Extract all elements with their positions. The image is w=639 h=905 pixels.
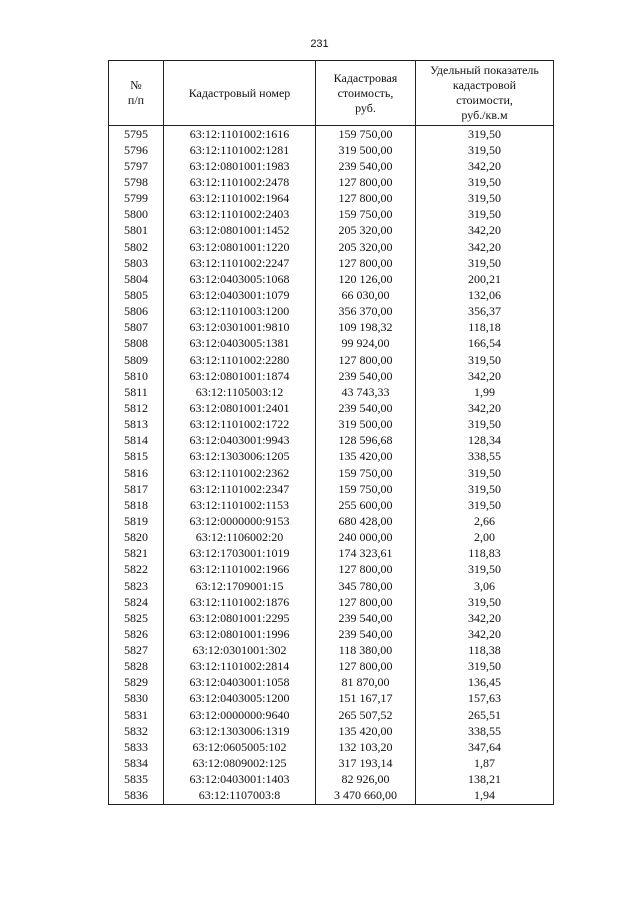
table-row (109, 594, 554, 610)
cell-cadastral-value: 239 540,00 (316, 610, 416, 626)
table-row (109, 433, 554, 449)
cell-cadastral-value: 109 198,32 (316, 320, 416, 336)
cell-row-number: 5810 (109, 368, 164, 384)
cell-row-number: 5828 (109, 659, 164, 675)
cell-row-number: 5800 (109, 207, 164, 223)
cell-cadastral-value: 127 800,00 (316, 352, 416, 368)
cell-cadastral-number: 63:12:0301001:302 (164, 643, 316, 659)
cell-specific-value: 265,51 (416, 707, 554, 723)
cell-cadastral-number: 63:12:0403001:1403 (164, 772, 316, 788)
table-row (109, 320, 554, 336)
cell-specific-value: 1,94 (416, 788, 554, 805)
table-row (109, 513, 554, 529)
cell-specific-value: 342,20 (416, 626, 554, 642)
cell-cadastral-value: 127 800,00 (316, 594, 416, 610)
cell-row-number: 5816 (109, 465, 164, 481)
cell-cadastral-value: 135 420,00 (316, 723, 416, 739)
cell-specific-value: 3,06 (416, 578, 554, 594)
cell-cadastral-value: 205 320,00 (316, 239, 416, 255)
cell-specific-value: 136,45 (416, 675, 554, 691)
cell-row-number: 5833 (109, 739, 164, 755)
table-row (109, 659, 554, 675)
cell-cadastral-number: 63:12:0801001:2401 (164, 400, 316, 416)
header-cadastral-number: Кадастровый номер (164, 61, 316, 126)
cell-cadastral-number: 63:12:1101002:2814 (164, 659, 316, 675)
table-row (109, 788, 554, 805)
cell-row-number: 5806 (109, 304, 164, 320)
cell-specific-value: 319,50 (416, 255, 554, 271)
cell-cadastral-value: 127 800,00 (316, 659, 416, 675)
table-header (109, 61, 554, 126)
cell-cadastral-number: 63:12:1101002:1281 (164, 142, 316, 158)
cell-cadastral-value: 132 103,20 (316, 739, 416, 755)
cell-cadastral-value: 159 750,00 (316, 465, 416, 481)
cell-cadastral-number: 63:12:1105003:12 (164, 384, 316, 400)
table-row (109, 368, 554, 384)
cell-row-number: 5825 (109, 610, 164, 626)
cell-cadastral-number: 63:12:0801001:1983 (164, 158, 316, 174)
cell-row-number: 5811 (109, 384, 164, 400)
cell-specific-value: 342,20 (416, 368, 554, 384)
cell-row-number: 5835 (109, 772, 164, 788)
header-row (109, 61, 554, 126)
cell-specific-value: 118,38 (416, 643, 554, 659)
cell-cadastral-value: 120 126,00 (316, 271, 416, 287)
cell-specific-value: 356,37 (416, 304, 554, 320)
table-row (109, 400, 554, 416)
cell-cadastral-number: 63:12:0403005:1381 (164, 336, 316, 352)
cell-cadastral-number: 63:12:1107003:8 (164, 788, 316, 805)
table-row (109, 546, 554, 562)
cell-cadastral-number: 63:12:0403001:1058 (164, 675, 316, 691)
cell-cadastral-value: 99 924,00 (316, 336, 416, 352)
table-row (109, 352, 554, 368)
table-row (109, 610, 554, 626)
cell-cadastral-value: 319 500,00 (316, 142, 416, 158)
cell-specific-value: 319,50 (416, 594, 554, 610)
cell-cadastral-value: 205 320,00 (316, 223, 416, 239)
cell-row-number: 5797 (109, 158, 164, 174)
cell-specific-value: 319,50 (416, 465, 554, 481)
cell-row-number: 5795 (109, 126, 164, 143)
cell-specific-value: 342,20 (416, 158, 554, 174)
cell-cadastral-number: 63:12:0403005:1200 (164, 691, 316, 707)
header-row-number: № п/п (109, 61, 164, 126)
table-row (109, 126, 554, 143)
cell-specific-value: 132,06 (416, 287, 554, 303)
cell-cadastral-value: 239 540,00 (316, 400, 416, 416)
cell-cadastral-number: 63:12:1101002:2478 (164, 174, 316, 190)
cell-row-number: 5834 (109, 755, 164, 771)
cell-specific-value: 338,55 (416, 449, 554, 465)
cell-specific-value: 138,21 (416, 772, 554, 788)
cell-cadastral-number: 63:12:0801001:1452 (164, 223, 316, 239)
cell-cadastral-value: 345 780,00 (316, 578, 416, 594)
cell-row-number: 5817 (109, 481, 164, 497)
cell-cadastral-value: 127 800,00 (316, 191, 416, 207)
table-row (109, 304, 554, 320)
cell-row-number: 5824 (109, 594, 164, 610)
cell-cadastral-value: 82 926,00 (316, 772, 416, 788)
cell-cadastral-value: 240 000,00 (316, 530, 416, 546)
cell-specific-value: 342,20 (416, 223, 554, 239)
table-row (109, 578, 554, 594)
cell-cadastral-number: 63:12:1101002:1964 (164, 191, 316, 207)
cell-specific-value: 319,50 (416, 497, 554, 513)
table-row (109, 691, 554, 707)
cell-specific-value: 118,83 (416, 546, 554, 562)
cell-cadastral-number: 63:12:1101002:2247 (164, 255, 316, 271)
cell-specific-value: 319,50 (416, 191, 554, 207)
cell-cadastral-number: 63:12:0403001:1079 (164, 287, 316, 303)
cell-row-number: 5820 (109, 530, 164, 546)
cell-specific-value: 319,50 (416, 207, 554, 223)
cell-cadastral-value: 135 420,00 (316, 449, 416, 465)
cell-cadastral-value: 356 370,00 (316, 304, 416, 320)
cell-row-number: 5819 (109, 513, 164, 529)
cell-row-number: 5809 (109, 352, 164, 368)
cell-specific-value: 157,63 (416, 691, 554, 707)
cell-row-number: 5807 (109, 320, 164, 336)
table-row (109, 530, 554, 546)
cell-row-number: 5823 (109, 578, 164, 594)
table-row (109, 723, 554, 739)
table-row (109, 497, 554, 513)
cell-specific-value: 166,54 (416, 336, 554, 352)
cell-specific-value: 1,87 (416, 755, 554, 771)
page-number: 231 (310, 38, 329, 50)
table-row (109, 207, 554, 223)
cell-cadastral-number: 63:12:1101002:2362 (164, 465, 316, 481)
cell-row-number: 5812 (109, 400, 164, 416)
cell-specific-value: 1,99 (416, 384, 554, 400)
cell-cadastral-value: 159 750,00 (316, 207, 416, 223)
cell-specific-value: 319,50 (416, 142, 554, 158)
cell-cadastral-number: 63:12:1703001:1019 (164, 546, 316, 562)
table-row (109, 239, 554, 255)
cell-cadastral-value: 151 167,17 (316, 691, 416, 707)
cell-specific-value: 338,55 (416, 723, 554, 739)
table-row (109, 772, 554, 788)
cell-cadastral-number: 63:12:1101002:1722 (164, 417, 316, 433)
table-row (109, 755, 554, 771)
cell-row-number: 5821 (109, 546, 164, 562)
cell-cadastral-value: 159 750,00 (316, 481, 416, 497)
cadastral-table (108, 60, 554, 805)
table-row (109, 158, 554, 174)
cell-cadastral-number: 63:12:1709001:15 (164, 578, 316, 594)
cell-row-number: 5832 (109, 723, 164, 739)
cell-specific-value: 128,34 (416, 433, 554, 449)
table-row (109, 287, 554, 303)
cell-row-number: 5830 (109, 691, 164, 707)
cell-cadastral-number: 63:12:1101002:1153 (164, 497, 316, 513)
cell-row-number: 5818 (109, 497, 164, 513)
cell-cadastral-number: 63:12:1101002:1966 (164, 562, 316, 578)
cell-row-number: 5815 (109, 449, 164, 465)
cell-cadastral-number: 63:12:1101003:1200 (164, 304, 316, 320)
table-row (109, 562, 554, 578)
cell-cadastral-value: 66 030,00 (316, 287, 416, 303)
cell-specific-value: 347,64 (416, 739, 554, 755)
cell-cadastral-value: 255 600,00 (316, 497, 416, 513)
cell-cadastral-value: 317 193,14 (316, 755, 416, 771)
cell-specific-value: 342,20 (416, 239, 554, 255)
cell-row-number: 5822 (109, 562, 164, 578)
cell-specific-value: 200,21 (416, 271, 554, 287)
cell-cadastral-number: 63:12:0801001:2295 (164, 610, 316, 626)
cell-row-number: 5803 (109, 255, 164, 271)
cell-cadastral-value: 3 470 660,00 (316, 788, 416, 805)
cell-cadastral-value: 81 870,00 (316, 675, 416, 691)
cell-row-number: 5798 (109, 174, 164, 190)
cell-cadastral-value: 127 800,00 (316, 255, 416, 271)
cell-cadastral-value: 680 428,00 (316, 513, 416, 529)
table-body (109, 126, 554, 805)
table-row (109, 481, 554, 497)
cell-cadastral-number: 63:12:1101002:1616 (164, 126, 316, 143)
cell-cadastral-number: 63:12:0403005:1068 (164, 271, 316, 287)
cell-row-number: 5826 (109, 626, 164, 642)
cell-row-number: 5796 (109, 142, 164, 158)
table-row (109, 336, 554, 352)
cell-row-number: 5801 (109, 223, 164, 239)
table-row (109, 739, 554, 755)
table-row (109, 675, 554, 691)
cell-row-number: 5799 (109, 191, 164, 207)
table-row (109, 191, 554, 207)
cell-row-number: 5836 (109, 788, 164, 805)
cell-cadastral-number: 63:12:1303006:1319 (164, 723, 316, 739)
cell-cadastral-value: 127 800,00 (316, 562, 416, 578)
cell-cadastral-number: 63:12:1101002:2347 (164, 481, 316, 497)
cell-cadastral-number: 63:12:1101002:2280 (164, 352, 316, 368)
table-row (109, 707, 554, 723)
cell-row-number: 5804 (109, 271, 164, 287)
table-row (109, 255, 554, 271)
cell-cadastral-number: 63:12:0801001:1220 (164, 239, 316, 255)
cell-cadastral-number: 63:12:0809002:125 (164, 755, 316, 771)
cell-row-number: 5813 (109, 417, 164, 433)
cell-cadastral-value: 239 540,00 (316, 626, 416, 642)
cell-specific-value: 319,50 (416, 126, 554, 143)
cell-specific-value: 319,50 (416, 174, 554, 190)
cell-cadastral-number: 63:12:0000000:9640 (164, 707, 316, 723)
cell-cadastral-number: 63:12:1101002:1876 (164, 594, 316, 610)
cell-cadastral-value: 118 380,00 (316, 643, 416, 659)
cell-row-number: 5829 (109, 675, 164, 691)
cell-specific-value: 319,50 (416, 659, 554, 675)
cell-row-number: 5805 (109, 287, 164, 303)
cell-cadastral-number: 63:12:1101002:2403 (164, 207, 316, 223)
cell-cadastral-number: 63:12:0801001:1874 (164, 368, 316, 384)
cell-row-number: 5827 (109, 643, 164, 659)
cell-specific-value: 2,66 (416, 513, 554, 529)
cell-cadastral-number: 63:12:1303006:1205 (164, 449, 316, 465)
cell-cadastral-value: 319 500,00 (316, 417, 416, 433)
cell-cadastral-value: 239 540,00 (316, 368, 416, 384)
cell-specific-value: 319,50 (416, 481, 554, 497)
cell-cadastral-value: 159 750,00 (316, 126, 416, 143)
table-row (109, 465, 554, 481)
cell-cadastral-number: 63:12:0000000:9153 (164, 513, 316, 529)
table-row (109, 384, 554, 400)
cell-cadastral-number: 63:12:1106002:20 (164, 530, 316, 546)
cell-cadastral-value: 128 596,68 (316, 433, 416, 449)
cell-cadastral-value: 265 507,52 (316, 707, 416, 723)
cell-specific-value: 118,18 (416, 320, 554, 336)
cell-specific-value: 2,00 (416, 530, 554, 546)
cell-cadastral-number: 63:12:0301001:9810 (164, 320, 316, 336)
table-row (109, 174, 554, 190)
cell-row-number: 5802 (109, 239, 164, 255)
cell-specific-value: 319,50 (416, 562, 554, 578)
cell-cadastral-value: 174 323,61 (316, 546, 416, 562)
table-row (109, 626, 554, 642)
cell-specific-value: 319,50 (416, 417, 554, 433)
cell-cadastral-value: 43 743,33 (316, 384, 416, 400)
cell-specific-value: 342,20 (416, 610, 554, 626)
cell-cadastral-value: 127 800,00 (316, 174, 416, 190)
header-cadastral-value: Кадастровая стоимость, руб. (316, 61, 416, 126)
cell-cadastral-value: 239 540,00 (316, 158, 416, 174)
cell-specific-value: 319,50 (416, 352, 554, 368)
cell-row-number: 5808 (109, 336, 164, 352)
header-specific-value: Удельный показатель кадастровой стоимости, руб./кв.м (416, 61, 554, 126)
table-row (109, 142, 554, 158)
table-row (109, 449, 554, 465)
table-row (109, 417, 554, 433)
cell-cadastral-number: 63:12:0801001:1996 (164, 626, 316, 642)
cell-cadastral-number: 63:12:0605005:102 (164, 739, 316, 755)
table-row (109, 643, 554, 659)
cell-row-number: 5831 (109, 707, 164, 723)
cell-row-number: 5814 (109, 433, 164, 449)
table-row (109, 271, 554, 287)
cell-specific-value: 342,20 (416, 400, 554, 416)
cell-cadastral-number: 63:12:0403001:9943 (164, 433, 316, 449)
table-row (109, 223, 554, 239)
